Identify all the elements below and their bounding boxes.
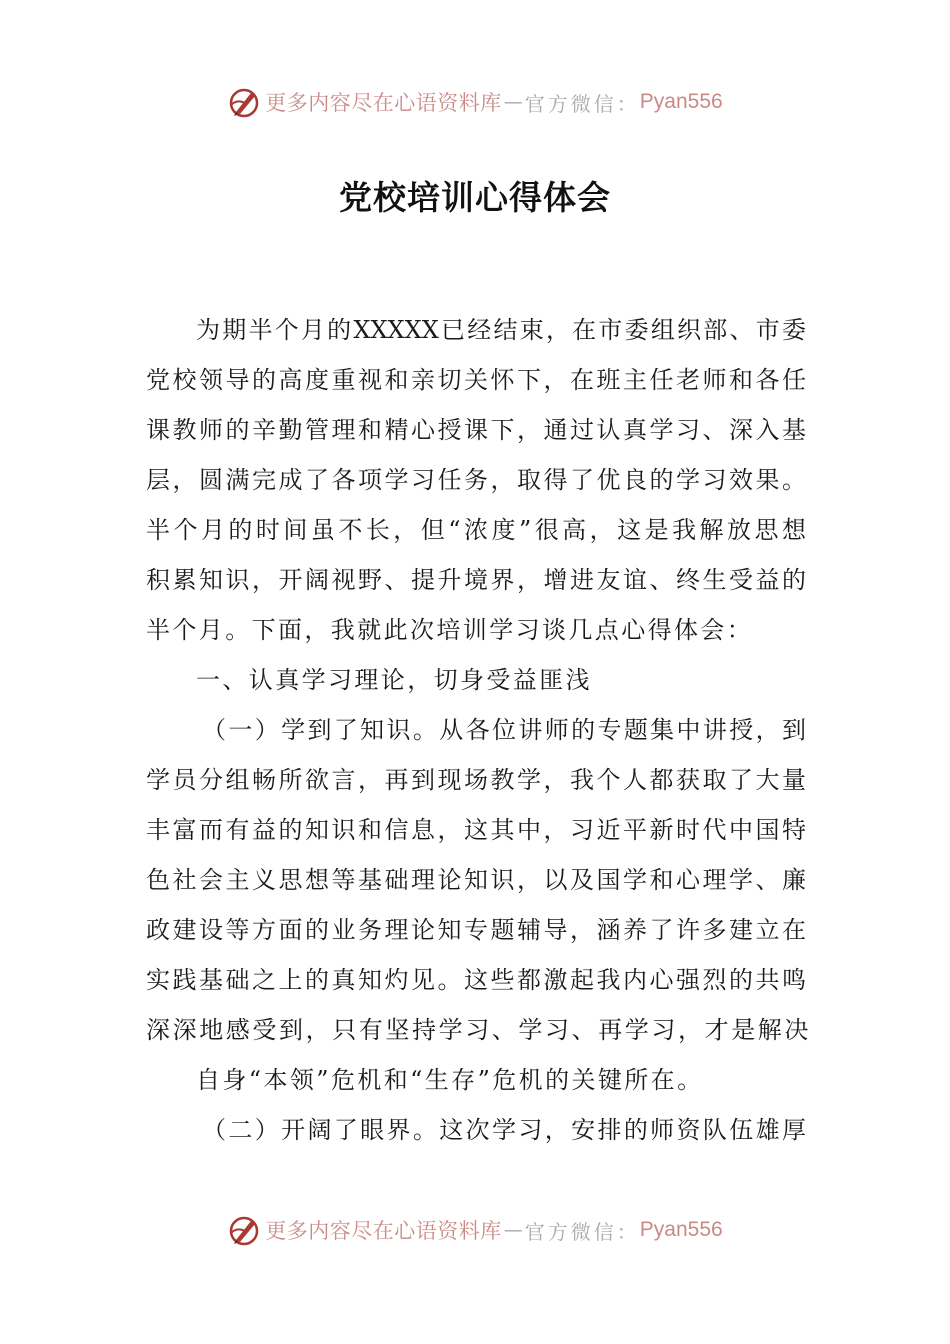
banner-official-label: 官方微信： bbox=[524, 91, 640, 116]
body-line: 政建设等方面的业务理论知专题辅导，涵养了许多建立在 bbox=[146, 916, 806, 944]
banner-official-label: 官方微信： bbox=[524, 1219, 640, 1244]
document-title: 党校培训心得体会 bbox=[339, 178, 611, 217]
body-line: 半个月的时间虽不长，但“浓度”很高，这是我解放思想 bbox=[146, 516, 806, 544]
body-line: （二）开阔了眼界。这次学习，安排的师资队伍雄厚 bbox=[202, 1116, 806, 1144]
body-line: 党校领导的高度重视和亲切关怀下，在班主任老师和各任 bbox=[146, 366, 806, 394]
pen-logo-icon bbox=[227, 85, 261, 119]
banner-account-id: Pyan556 bbox=[639, 1218, 723, 1241]
body-line: 层，圆满完成了各项学习任务，取得了优良的学习效果。 bbox=[146, 466, 806, 494]
header-watermark-banner bbox=[0, 82, 950, 122]
body-line: （一）学到了知识。从各位讲师的专题集中讲授，到 bbox=[202, 716, 806, 744]
body-line: 为期半个月的XXXXX已经结束，在市委组织部、市委 bbox=[196, 316, 806, 344]
body-line: 学员分组畅所欲言，再到现场教学，我个人都获取了大量 bbox=[146, 766, 806, 794]
body-line: 深深地感受到，只有坚持学习、学习、再学习，才是解决 bbox=[146, 1016, 811, 1044]
body-line: 自身“本领”危机和“生存”危机的关键所在。 bbox=[196, 1066, 704, 1094]
document-body bbox=[146, 305, 811, 1155]
banner-text: 更多内容尽在心语资料库 bbox=[265, 91, 502, 115]
body-line: 实践基础之上的真知灼见。这些都激起我内心强烈的共鸣 bbox=[146, 966, 806, 994]
banner-account-id: Pyan556 bbox=[639, 90, 723, 113]
body-line: 色社会主义思想等基础理论知识，以及国学和心理学、廉 bbox=[146, 866, 806, 894]
footer-watermark-banner bbox=[0, 1210, 950, 1250]
banner-text: 更多内容尽在心语资料库 bbox=[265, 1219, 502, 1243]
body-line: 积累知识，开阔视野、提升境界，增进友谊、终生受益的 bbox=[146, 566, 806, 594]
body-line: 半个月。下面，我就此次培训学习谈几点心得体会： bbox=[146, 616, 754, 644]
body-line: 丰富而有益的知识和信息，这其中，习近平新时代中国特 bbox=[146, 816, 806, 844]
section-heading: 一、认真学习理论，切身受益匪浅 bbox=[196, 666, 592, 694]
pen-logo-icon bbox=[227, 1213, 261, 1247]
banner-separator: — bbox=[503, 1219, 523, 1241]
banner-separator: — bbox=[503, 91, 523, 113]
body-line: 课教师的辛勤管理和精心授课下，通过认真学习、深入基 bbox=[146, 416, 806, 444]
